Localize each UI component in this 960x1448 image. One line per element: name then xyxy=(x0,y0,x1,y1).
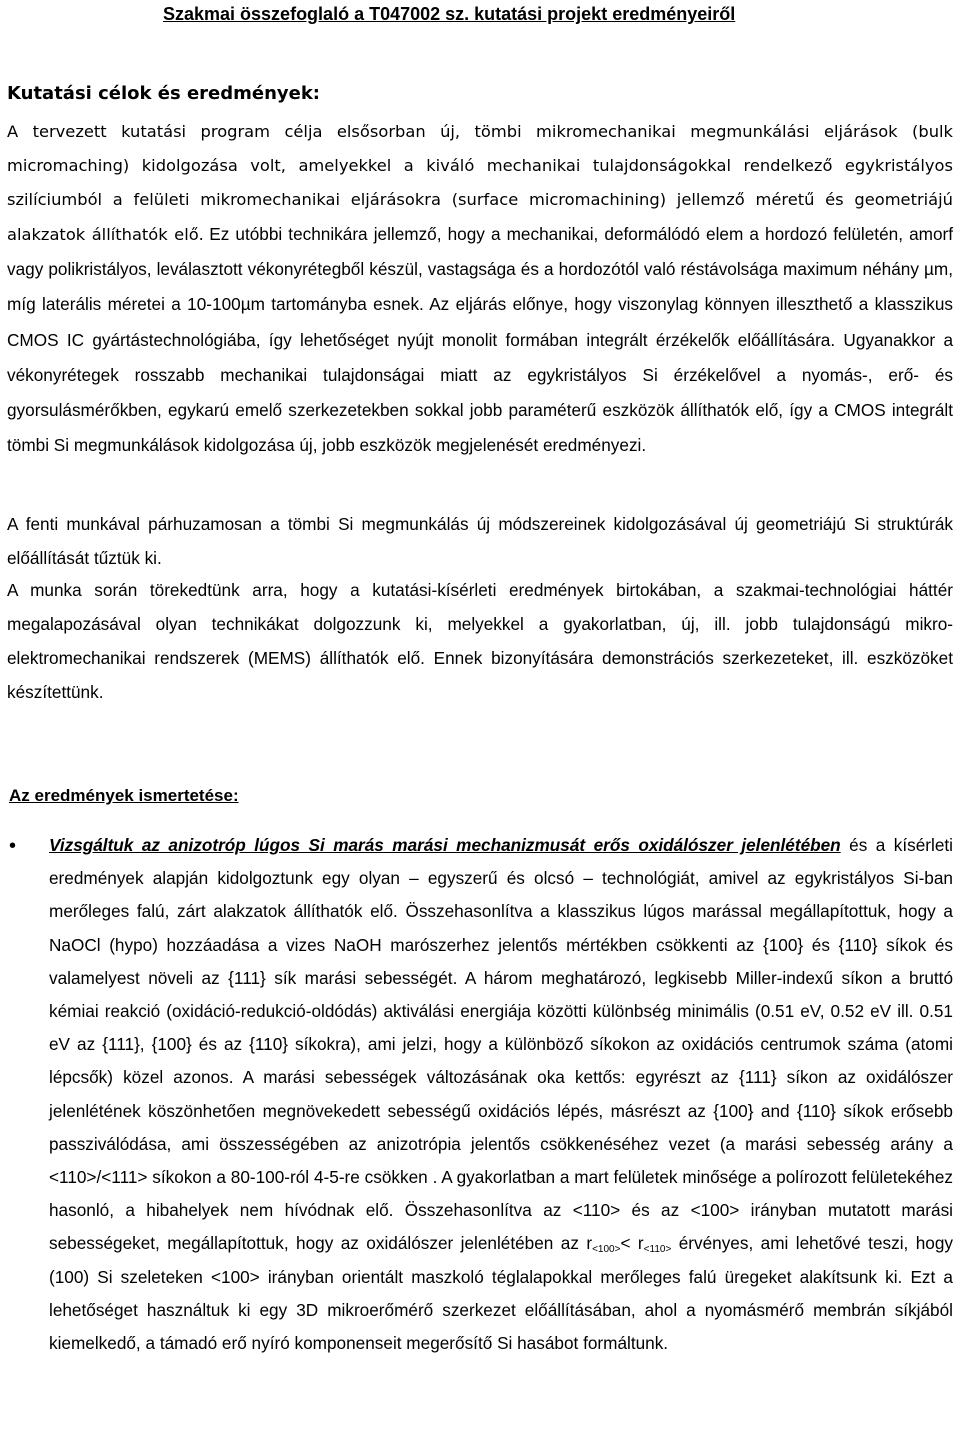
subscript-100: <100> xyxy=(592,1244,621,1256)
document-title: Szakmai összefoglaló a T047002 sz. kutatási projekt eredményeiről xyxy=(163,4,736,24)
paragraph-parallel-work: A fenti munkával párhuzamosan a tömbi Si megmunkálás új módszereinek kidolgozásával új geometriájú Si struktúrák előállítását tűztük ki. xyxy=(7,514,953,569)
results-item-emphasis: Vizsgáltuk az anizotróp lúgos Si marás marási mechanizmusát erős oxidálószer jelenlétében xyxy=(49,835,841,855)
paragraph-work-aims: A munka során törekedtünk arra, hogy a kutatási-kísérleti eredmények birtokában, a szakmai-technológiai háttér megalapozásával olyan technikákat dolgozzunk ki, melyekkel a gyakorlatban, új, ill. jobb tulajdonságú mikro-elektromechanikai rendszerek (MEMS) állíthatók elő. Ennek bizonyítására demonstrációs szerkezeteket, ill. eszközöket készítettünk. xyxy=(7,580,953,703)
bullet-icon: • xyxy=(9,835,17,857)
results-item-body-b: érvényes, ami lehetővé teszi, hogy (100) Si szeleteken <100> irányban orientált maszkoló téglalapokkal merőleges falú üregeket alakítsunk ki. Ezt a lehetőséget használtuk ki egy 3D mikroerőmérő szerkezet előállításában, ahol a nyomásmérő membrán síkjából kiemelkedő, a támadó erő nyíró komponenseit megerősítő Si hasábot formáltunk. xyxy=(49,1233,953,1354)
paragraph-goals xyxy=(7,115,953,463)
less-than-r: < r xyxy=(620,1233,644,1254)
results-item-text xyxy=(49,829,953,1360)
results-item-body-a: és a kísérleti eredmények alapján kidolgoztunk egy olyan – egyszerű és olcsó – technológiát, amivel az egykristályos Si-ban merőleges falú, zárt alakzatok állíthatók elő. Összehasonlítva a klasszikus lúgos marással megállapítottuk, hogy a NaOCl (hypo) hozzáadása a vizes NaOH marószerhez jelentős mértékben csökkenti az {100} és {110} síkok és valamelyest növeli az {111} sík marási sebességét. A három meghatározó, legkisebb Miller-indexű síkon a bruttó kémiai reakció (oxidáció-redukció-oldódás) aktiválási energiája közötti különbség minimális (0.51 eV, 0.52 eV ill. 0.51 eV az {111}, {100} és az {110} síkokra), ami jelzi, hogy a különböző síkokon az oxidációs centrumok száma (atomi lépcsők) közel azonos. A marási sebességek változásának oka kettős: egyrészt az {111} síkon az oxidálószer jelenlétének köszönhetően megnövekedett sebességű oxidációs lépés, másrészt az {100} and {110} síkok erősebb passziválódása, ami összességében az anizotrópia jelentős csökkenéséhez vezet (a marási sebesség arány a <110>/<111> síkokon a 80-100-ról 4-5-re csökken . A gyakorlatban a mart felületek minősége a polírozott felületekéhez hasonló, a hibahelyek nem hívódnak elő. Összehasonlítva az <110> és az <100> irányban mutatott marási sebességeket, megállapítottuk, hogy az oxidálószer jelenlétében az r xyxy=(49,835,953,1254)
paragraph-goals-part-b: Ez utóbbi technikára jellemző, hogy a mechanikai, deformálódó elem a hordozó felületén, amorf vagy polikristályos, leválasztott vékonyrétegből készül, vastagsága és a hordozótól való réstávolsága maximum néhány µm, míg laterális méretei a 10-100µm tartományba esnek. Az eljárás előnye, hogy viszonylag könnyen illeszthető a klasszikus CMOS IC gyártástechnológiába, így lehetőséget nyújt monolit formában integrált érzékelők előállítására. Ugyanakkor a vékonyrétegek rosszabb mechanikai tulajdonságai miatt az egykristályos Si érzékelővel a nyomás-, erő- és gyorsulásmérőkben, egykarú emelő szerkezetekben sokkal jobb paraméterű eszközök állíthatók elő, így a CMOS integrált tömbi Si megmunkálások kidolgozása új, jobb eszközök megjelenését eredményezi. xyxy=(7,224,953,455)
goals-heading: Kutatási célok és eredmények: xyxy=(7,83,321,104)
results-heading: Az eredmények ismertetése: xyxy=(9,786,239,805)
subscript-110: <110> xyxy=(643,1244,672,1256)
paragraph-goals-part-a: A tervezett kutatási program célja elsősorban új, tömbi mikromechanikai megmunkálási eljárások (bulk micromaching) kidolgozása volt, amelyekkel a kiváló mechanikai tulajdonságokkal rendelkező egykristályos szilíciumból a felületi mikromechanikai eljárásokra (surface micromachining) jellemző méretű és geometriájú alakzatok állíthatók elő. xyxy=(7,122,953,245)
